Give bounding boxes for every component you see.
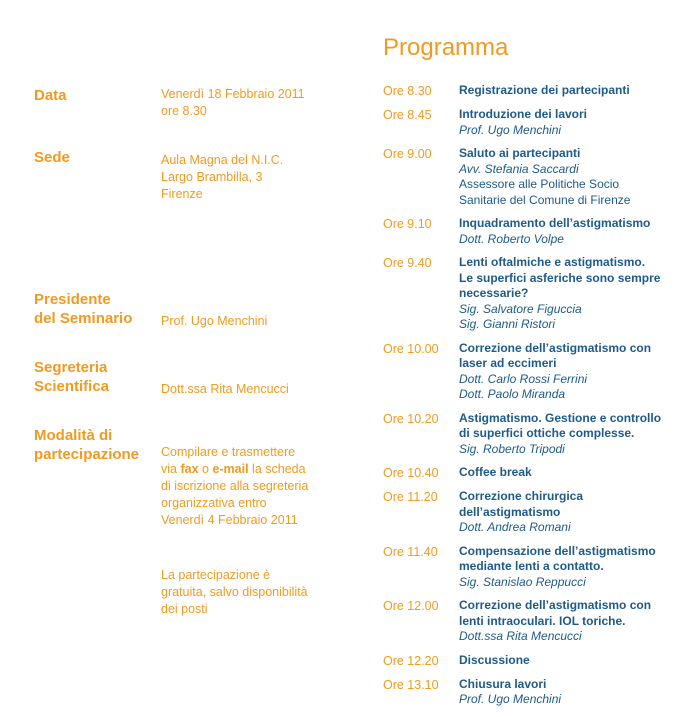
- programma-title-line: di superfici ottiche complesse.: [459, 426, 635, 440]
- presidente-label-line: Presidente: [34, 291, 111, 308]
- programma-speaker: Avv. Stefania Saccardi: [459, 161, 579, 176]
- sede-label: Sede: [34, 149, 70, 166]
- programma-item: [383, 489, 688, 536]
- programma-title-line: lenti intraoculari. IOL toriche.: [459, 613, 626, 628]
- modalita-label: [34, 426, 139, 464]
- programma-item: [383, 465, 688, 481]
- programma-item: [383, 83, 688, 99]
- programma-title-line: Le superfici asferiche sono sempre: [459, 270, 661, 285]
- programma-note: Assessore alle Politiche Socio: [459, 177, 620, 191]
- modalita-label-line: partecipazione: [34, 446, 140, 463]
- programma-title-line: Correzione dell’astigmatismo con: [459, 340, 652, 355]
- modalita-line: La partecipazione è: [161, 568, 271, 582]
- programma-item: [383, 653, 688, 669]
- programma-title-line: Chiusura lavori: [459, 676, 547, 691]
- programma-content: [459, 598, 688, 645]
- programma-time: Ore 11.40: [383, 544, 438, 559]
- programma-speaker: Sig. Gianni Ristori: [459, 317, 556, 331]
- programma-item: [383, 107, 688, 138]
- programma-content: [459, 411, 688, 458]
- programma-item: [383, 216, 688, 247]
- programma-title-line: necessarie?: [459, 286, 529, 300]
- modalita-text: la scheda: [248, 462, 306, 476]
- modalita-line: dei posti: [161, 602, 208, 616]
- programma-title-line: dell’astigmatismo: [459, 504, 561, 519]
- programma-speaker: Prof. Ugo Menchini: [459, 692, 562, 706]
- programma-content: [459, 146, 688, 208]
- modalita-paragraph-1: [161, 444, 308, 529]
- programma-title-line: Inquadramento dell’astigmatismo: [459, 216, 651, 230]
- modalita-line: organizzativa entro: [161, 496, 267, 510]
- programma-time: Ore 8.30: [383, 84, 432, 98]
- programma-content: [459, 107, 688, 138]
- programma-content: [459, 341, 688, 403]
- programma-content: [459, 544, 688, 591]
- programma-title-line: Compensazione dell’astigmatismo: [459, 543, 656, 558]
- presidente-value: Prof. Ugo Menchini: [161, 314, 268, 328]
- modalita-text: o: [198, 462, 213, 476]
- programma-content: [459, 677, 688, 708]
- programma-content: [459, 216, 688, 247]
- programma-title-line: Correzione chirurgica: [459, 489, 584, 503]
- programma-content: [459, 489, 688, 536]
- programma-speaker: Sig. Roberto Tripodi: [459, 441, 565, 456]
- presidente-label: [34, 290, 132, 328]
- programma-title-line: Saluto ai partecipanti: [459, 146, 581, 160]
- programma-content: [459, 653, 688, 669]
- presidente-label-line: del Seminario: [34, 310, 133, 327]
- programma-item: [383, 544, 688, 591]
- programma-time: Ore 13.10: [383, 677, 439, 692]
- programma-time: Ore 10.40: [383, 466, 439, 480]
- email-text: e-mail: [212, 462, 249, 476]
- programma-note: Sanitarie del Comune di Firenze: [459, 192, 631, 207]
- programma-content: [459, 465, 688, 481]
- programma-speaker: Dott. Paolo Miranda: [459, 387, 566, 401]
- programma-list: [383, 83, 688, 716]
- segreteria-label-line: Scientifica: [34, 378, 110, 395]
- programma-time: Ore 9.00: [383, 147, 432, 161]
- segreteria-value: Dott.ssa Rita Mencucci: [161, 382, 289, 396]
- sede-line: Aula Magna del N.I.C.: [161, 153, 284, 167]
- programma-time: Ore 10.00: [383, 341, 439, 356]
- sede-value: [161, 152, 283, 203]
- programma-speaker: Sig. Stanislao Reppucci: [459, 574, 586, 589]
- segreteria-label: [34, 358, 109, 396]
- programma-title: Programma: [383, 34, 509, 61]
- modalita-line: [161, 461, 308, 478]
- programma-title-line: mediante lenti a contatto.: [459, 559, 604, 573]
- programma-speaker: Dott. Roberto Volpe: [459, 231, 564, 246]
- programma-item: [383, 677, 688, 708]
- programma-time: Ore 10.20: [383, 411, 439, 426]
- programma-item: [383, 598, 688, 645]
- programma-item: [383, 255, 688, 333]
- programma-content: [459, 83, 688, 99]
- programma-time: Ore 11.20: [383, 490, 438, 504]
- programma-title-line: Introduzione dei lavori: [459, 107, 588, 121]
- fax-text: fax: [180, 462, 199, 476]
- sede-line: Firenze: [161, 187, 203, 201]
- data-line: Venerdì 18 Febbraio 2011: [161, 87, 305, 101]
- segreteria-label-line: Segreteria: [34, 359, 108, 376]
- programma-item: [383, 341, 688, 403]
- modalita-label-line: Modalità di: [34, 427, 113, 444]
- programma-time: Ore 8.45: [383, 108, 432, 122]
- programma-speaker: Dott. Andrea Romani: [459, 520, 571, 534]
- programma-title-line: Registrazione dei partecipanti: [459, 83, 630, 97]
- modalita-line: Compilare e trasmettere: [161, 445, 296, 459]
- modalita-line: gratuita, salvo disponibilità: [161, 585, 308, 599]
- programma-title-line: Discussione: [459, 652, 530, 667]
- programma-speaker: Sig. Salvatore Figuccia: [459, 301, 582, 316]
- programma-time: Ore 9.40: [383, 256, 432, 270]
- modalita-text: via: [161, 462, 181, 476]
- modalita-paragraph-2: [161, 567, 308, 618]
- programma-title-line: laser ad eccimeri: [459, 356, 557, 370]
- sede-line: Largo Brambilla, 3: [161, 170, 263, 184]
- data-value: [161, 86, 305, 120]
- programma-title-line: Lenti oftalmiche e astigmatismo.: [459, 255, 646, 269]
- programma-speaker: Prof. Ugo Menchini: [459, 122, 562, 137]
- modalita-line: di iscrizione alla segreteria: [161, 479, 309, 493]
- programma-time: Ore 9.10: [383, 217, 432, 231]
- programma-time: Ore 12.20: [383, 653, 439, 668]
- data-label: Data: [34, 87, 67, 104]
- programma-time: Ore 12.00: [383, 599, 439, 613]
- programma-content: [459, 255, 688, 333]
- data-line: ore 8.30: [161, 104, 207, 118]
- modalita-line: Venerdì 4 Febbraio 2011: [161, 513, 298, 527]
- programma-title-line: Correzione dell’astigmatismo con: [459, 598, 652, 612]
- programma-item: [383, 411, 688, 458]
- programma-title-line: Coffee break: [459, 465, 532, 479]
- programma-speaker: Dott. Carlo Rossi Ferrini: [459, 371, 588, 386]
- programma-title-line: Astigmatismo. Gestione e controllo: [459, 410, 662, 425]
- programma-item: [383, 146, 688, 208]
- programma-speaker: Dott.ssa Rita Mencucci: [459, 629, 582, 643]
